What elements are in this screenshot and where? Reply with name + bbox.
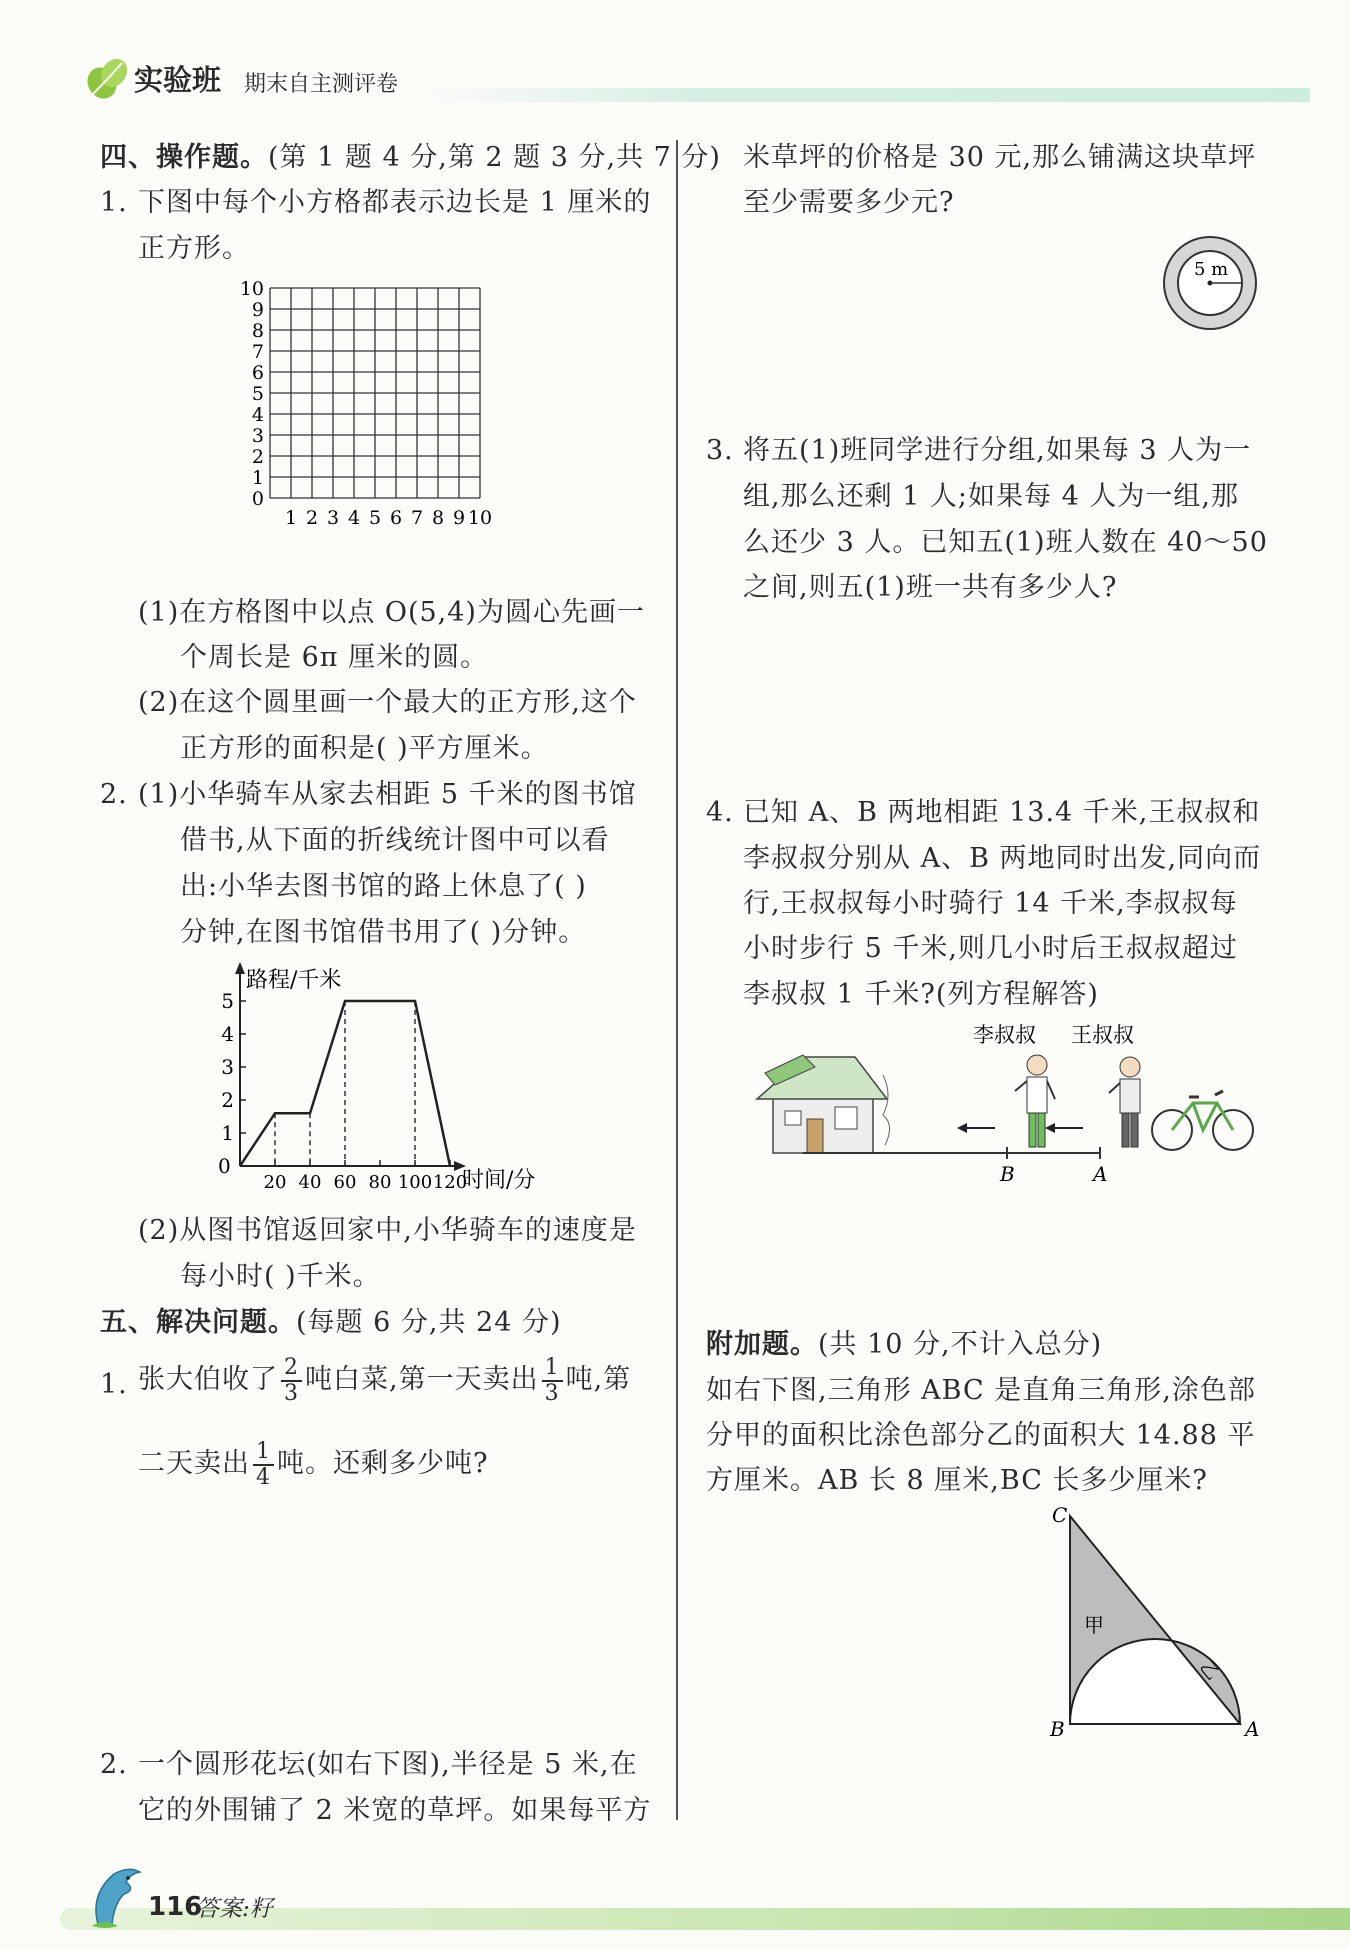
grid-y-ticks	[240, 278, 264, 510]
q4-2-sub2-line1: (2)从图书馆返回家中,小华骑车的速度是	[138, 1215, 637, 1246]
fraction-denominator: 4	[256, 1464, 271, 1490]
distance-time-line-chart	[210, 960, 610, 1200]
q5-2-line2: 它的外围铺了 2 米宽的草坪。如果每平方	[138, 1795, 652, 1826]
grid-y-tick-label: 2	[251, 446, 264, 468]
section5-score: (每题 6 分,共 24 分)	[296, 1307, 562, 1338]
section5-title: 五、解决问题。	[100, 1307, 296, 1338]
point-b-label: B	[1000, 1162, 1015, 1186]
house-icon	[757, 1055, 890, 1153]
q5-4-line4: 小时步行 5 千米,则几小时后王叔叔超过	[743, 933, 1238, 964]
q5-1-text-e: 吨。还剩多少吨?	[277, 1448, 489, 1479]
uncle-li-label: 李叔叔	[973, 1023, 1036, 1047]
grid-y-tick-label: 7	[251, 341, 264, 363]
grid-x-tick-label: 1	[284, 507, 298, 529]
direction-arrow-icon	[1045, 1123, 1083, 1133]
q4-1-line1: 下图中每个小方格都表示边长是 1 厘米的	[138, 187, 652, 218]
section4-score: (第 1 题 4 分,第 2 题 3 分,共 7 分)	[268, 142, 721, 173]
fraction-denominator: 3	[284, 1380, 299, 1406]
uncle-wang-figure	[1109, 1057, 1140, 1147]
grid-y-tick-label: 0	[251, 488, 264, 510]
grid-x-ticks	[285, 507, 492, 529]
q4-2-line4: 分钟,在图书馆借书用了( )分钟。	[180, 917, 587, 948]
q4-2-line2: 借书,从下面的折线统计图中可以看	[180, 825, 610, 856]
grid-x-tick-label: 7	[410, 507, 424, 529]
grid-y-tick-label: 6	[251, 362, 264, 384]
q5-2-line3: 米草坪的价格是 30 元,那么铺满这块草坪	[743, 142, 1257, 173]
chart-x-tick-label: 40	[298, 1172, 322, 1193]
fraction-one-third	[542, 1356, 563, 1406]
extra-line1: 如右下图,三角形 ABC 是直角三角形,涂色部	[706, 1375, 1256, 1406]
q5-2-line4: 至少需要多少元?	[743, 187, 955, 218]
section4-heading	[100, 135, 721, 180]
grid-y-tick-label: 8	[251, 320, 264, 342]
q5-2-num: 2.	[100, 1749, 128, 1780]
q4-2-sub2-line2: 每小时( )千米。	[180, 1261, 381, 1292]
chart-x-tick-label: 80	[368, 1172, 392, 1193]
q5-2-line1: 一个圆形花坛(如右下图),半径是 5 米,在	[138, 1749, 638, 1780]
q5-4-line3: 行,王叔叔每小时骑行 14 千米,李叔叔每	[743, 888, 1238, 919]
extra-line2: 分甲的面积比涂色部分乙的面积大 14.88 平	[706, 1420, 1256, 1451]
q5-4-line5: 李叔叔 1 千米?(列方程解答)	[743, 979, 1099, 1010]
grid-y-tick-label: 1	[251, 467, 264, 489]
vertex-b-label: B	[1050, 1717, 1065, 1740]
q4-1-line2: 正方形。	[138, 233, 250, 264]
q5-4-line2: 李叔叔分别从 A、B 两地同时出发,同向而	[743, 843, 1262, 874]
travel-illustration	[745, 1015, 1265, 1190]
header	[0, 0, 1350, 110]
fraction-numerator: 2	[281, 1356, 302, 1382]
chart-y-tick-label: 4	[221, 1022, 234, 1046]
extra-title: 附加题。	[706, 1329, 818, 1360]
grid-y-tick-label: 5	[251, 383, 264, 405]
uncle-wang-label: 王叔叔	[1071, 1023, 1134, 1047]
chart-y-tick-label: 2	[221, 1088, 234, 1112]
section5-heading	[100, 1300, 562, 1345]
fraction-one-quarter	[253, 1440, 274, 1490]
chart-y-tick-label: 1	[221, 1121, 234, 1145]
ring-radius-label: 5 m	[1194, 259, 1229, 280]
extra-score: (共 10 分,不计入总分)	[818, 1329, 1103, 1360]
chart-x-tick-label: 60	[333, 1172, 357, 1193]
chart-axes	[235, 962, 466, 1171]
q5-1-text-c: 吨,第	[565, 1364, 632, 1395]
footer	[0, 1870, 1350, 1950]
fraction-denominator: 3	[544, 1380, 560, 1406]
q5-3-line4: 之间,则五(1)班一共有多少人?	[743, 572, 1118, 603]
grid-x-tick-label: 5	[368, 507, 382, 529]
answer-label: 答案:籽	[196, 1896, 273, 1922]
ring-flower-bed-figure	[1160, 233, 1260, 333]
grid-x-tick-label: 9	[452, 507, 466, 529]
chart-origin-label: 0	[218, 1154, 231, 1178]
point-a-label: A	[1093, 1162, 1108, 1186]
grid-x-tick-label: 2	[305, 507, 319, 529]
q5-1-text-a: 张大伯收了	[138, 1364, 278, 1395]
section4-title: 四、操作题。	[100, 142, 268, 173]
chart-x-tick-label: 20	[263, 1172, 287, 1193]
fraction-numerator: 1	[253, 1440, 274, 1466]
grid-x-tick-label: 10	[467, 507, 493, 529]
q5-4-num: 4.	[706, 797, 734, 828]
chart-guide-lines	[240, 1001, 415, 1166]
fraction-numerator: 1	[542, 1356, 563, 1382]
q5-1-line1	[138, 1350, 631, 1410]
q4-1-sub2-line2: 正方形的面积是( )平方厘米。	[180, 733, 549, 764]
grid-x-tick-label: 4	[347, 507, 361, 529]
q4-1-sub1-line1: (1)在方格图中以点 O(5,4)为圆心先画一	[138, 597, 645, 628]
bicycle-icon	[1152, 1091, 1253, 1150]
q5-4-line1: 已知 A、B 两地相距 13.4 千米,王叔叔和	[743, 797, 1261, 828]
column-divider	[676, 140, 678, 1820]
grid-x-tick-label: 6	[389, 507, 403, 529]
square-grid-figure	[225, 278, 565, 588]
direction-arrow-icon	[957, 1123, 995, 1133]
q5-1-line2	[138, 1434, 488, 1494]
header-band	[430, 88, 1310, 102]
grid-lines	[270, 288, 480, 498]
q5-1-num: 1.	[100, 1369, 128, 1400]
grid-y-tick-label: 4	[251, 404, 264, 426]
grid-y-tick-label: 9	[251, 299, 264, 321]
leaf-logo-icon	[82, 55, 132, 101]
chart-y-tick-label: 5	[221, 989, 234, 1013]
chart-y-tick-label: 3	[221, 1055, 234, 1079]
chart-x-axis-label: 时间/分	[462, 1168, 536, 1193]
q5-3-line1: 将五(1)班同学进行分组,如果每 3 人为一	[743, 435, 1252, 466]
page-number: 116	[148, 1892, 203, 1922]
brand-title: 实验班	[134, 63, 222, 97]
q4-2-line1: (1)小华骑车从家去相距 5 千米的图书馆	[138, 779, 637, 810]
chart-y-axis-label: 路程/千米	[246, 968, 342, 993]
grid-x-tick-label: 3	[326, 507, 340, 529]
q5-3-num: 3.	[706, 435, 734, 466]
vertex-a-label: A	[1245, 1717, 1260, 1740]
q4-2-line3: 出:小华去图书馆的路上休息了( )	[180, 871, 587, 902]
q5-3-line2: 组,那么还剩 1 人;如果每 4 人为一组,那	[743, 481, 1239, 512]
right-triangle-semicircle-figure	[1040, 1500, 1270, 1740]
fraction-two-thirds	[281, 1356, 302, 1406]
region-jia-label: 甲	[1084, 1613, 1104, 1637]
grid-y-tick-label: 3	[251, 425, 264, 447]
dolphin-icon	[84, 1864, 148, 1934]
grid-x-tick-label: 8	[431, 507, 445, 529]
chart-x-tick-label: 100	[397, 1172, 433, 1193]
extra-heading	[706, 1322, 1102, 1367]
q4-2-num: 2.	[100, 779, 128, 810]
chart-x-tick-label: 120	[432, 1172, 468, 1193]
q5-1-text-b: 吨白菜,第一天卖出	[305, 1364, 539, 1395]
extra-line3: 方厘米。AB 长 8 厘米,BC 长多少厘米?	[706, 1465, 1208, 1496]
q5-3-line3: 么还少 3 人。已知五(1)班人数在 40～50	[743, 527, 1268, 558]
q4-1-num: 1.	[100, 187, 128, 218]
q4-1-sub1-line2: 个周长是 6π 厘米的圆。	[180, 642, 489, 673]
chart-y-arrow-icon	[235, 962, 245, 974]
paper-subtitle: 期末自主测评卷	[244, 72, 399, 97]
uncle-li-figure	[1015, 1055, 1055, 1147]
grid-y-tick-label: 10	[239, 278, 264, 300]
vertex-c-label: C	[1052, 1503, 1068, 1527]
region-yi-label: 乙	[1195, 1656, 1223, 1685]
q4-1-sub2-line1: (2)在这个圆里画一个最大的正方形,这个	[138, 687, 637, 718]
chart-ticks	[221, 989, 467, 1193]
q5-1-text-d: 二天卖出	[138, 1448, 250, 1479]
